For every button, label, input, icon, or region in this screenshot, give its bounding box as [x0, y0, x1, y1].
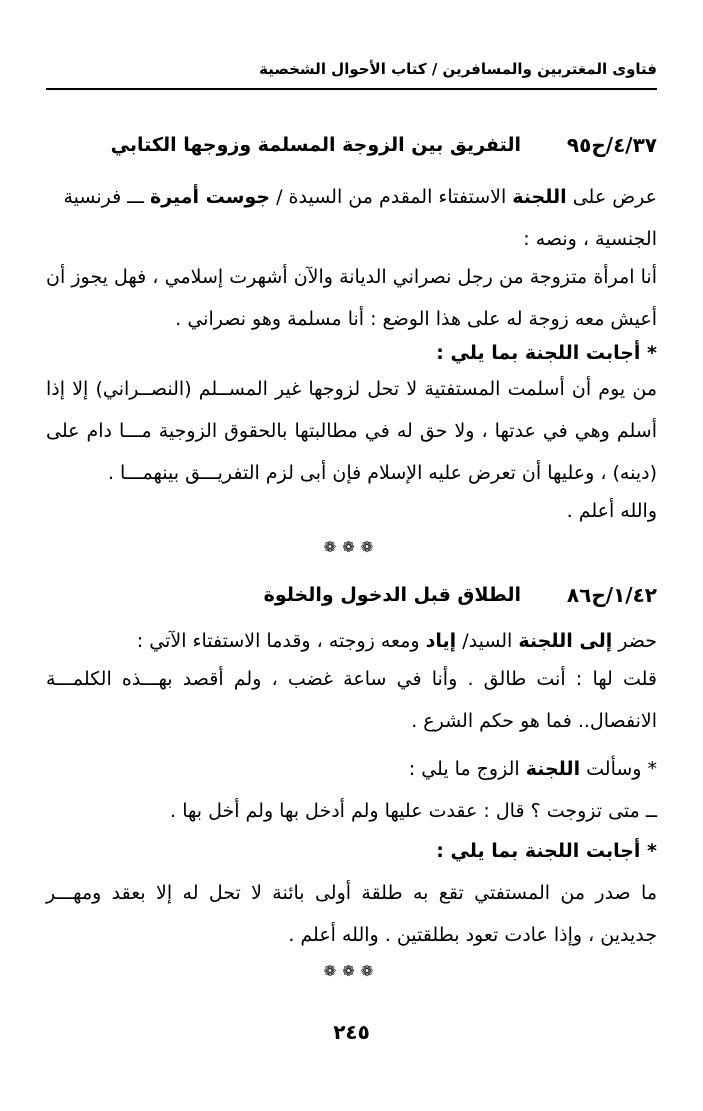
fatwa1-closing: والله أعلم .: [566, 500, 657, 522]
text-run: حضر: [612, 630, 657, 652]
header-rule: [46, 88, 657, 90]
fatwa1-heading: التفريق بين الزوجة المسلمة وزوجها الكتابي: [110, 134, 521, 156]
committee-label: إلى اللجنة: [518, 630, 613, 652]
text-run: ـــ فرنسية: [63, 186, 150, 208]
fatwa2-title-row: [46, 578, 657, 612]
running-head: فتاوى المغتربين والمسافرين / كتاب الأحوال الشخصية: [259, 60, 657, 78]
text-run: ومعه زوجته ، وقدما الاستفتاء الآتي :: [136, 630, 426, 652]
fatwa2-dialog: ــ متى تزوجت ؟ قال : عقدت عليها ولم أدخل بها ولم أخل بها .: [170, 800, 657, 822]
committee-label: اللجنة: [525, 758, 581, 780]
page-number: ٢٤٥: [333, 1020, 370, 1044]
section-ornament: ❁❁❁: [323, 538, 380, 556]
fatwa2-heading: الطلاق قبل الدخول والخلوة: [263, 584, 521, 606]
fatwa1-title-row: [46, 128, 657, 162]
section-ornament: ❁❁❁: [323, 962, 380, 980]
text-run: الجنسية ، ونصه :: [523, 228, 657, 250]
fatwa2-intro: [46, 620, 657, 662]
fatwa1-reference: ٤/٣٧/ح٩٥: [566, 133, 657, 157]
text-run: الزوج ما يلي :: [408, 758, 526, 780]
fatwa1-question-text: أنا امرأة متزوجة من رجل نصراني الديانة والآن أشهرت إسلامي ، فهل يجوز أن أعيش معه زوجة له على هذا الوضع : أنا مسلمة وهو نصراني .: [46, 266, 657, 330]
fatwa2-question-text: قلت لها : أنت طالق . وأنا في ساعة غضب ، ولم أقصد بهـــذه الكلمـــة الانفصال.. فما هو حكم الشرع .: [46, 668, 657, 732]
fatwa1-answer-label: * أجابت اللجنة بما يلي :: [436, 342, 657, 364]
text-run: عرض على: [566, 186, 657, 208]
fatwa1-question-intro: [46, 176, 657, 260]
fatwa2-reference: ١/٤٢/ح٨٦: [566, 583, 657, 607]
petitioner-name: إياد: [425, 630, 457, 652]
fatwa1-answer-text: من يوم أن أسلمت المستفتية لا تحل لزوجها غير المســلم (النصــراني) إلا إذا أسلم وهي في عدتها ، ولا حق له في مطالبتها بالحقوق الزوجية مـــا دام على (دينه) ، وعليها أن تعرض عليه الإسلام فإن أبى لزم التفريـــق بينهمـــا .: [46, 378, 657, 484]
petitioner-name: جوست أميرة: [149, 186, 271, 208]
committee-label: اللجنة: [512, 186, 567, 208]
fatwa2-committee-asked: [46, 748, 657, 790]
text-run: * وسألت: [580, 758, 657, 780]
text-run: السيد/: [456, 630, 519, 652]
fatwa2-answer-text: ما صدر من المستفتي تقع به طلقة أولى بائنة لا تحل له إلا بعقد ومهـــر جديدين ، وإذا عادت تعود بطلقتين . والله أعلم .: [46, 882, 657, 946]
text-run: الاستفتاء المقدم من السيدة /: [270, 186, 513, 208]
fatwa2-answer-label: * أجابت اللجنة بما يلي :: [436, 840, 657, 862]
